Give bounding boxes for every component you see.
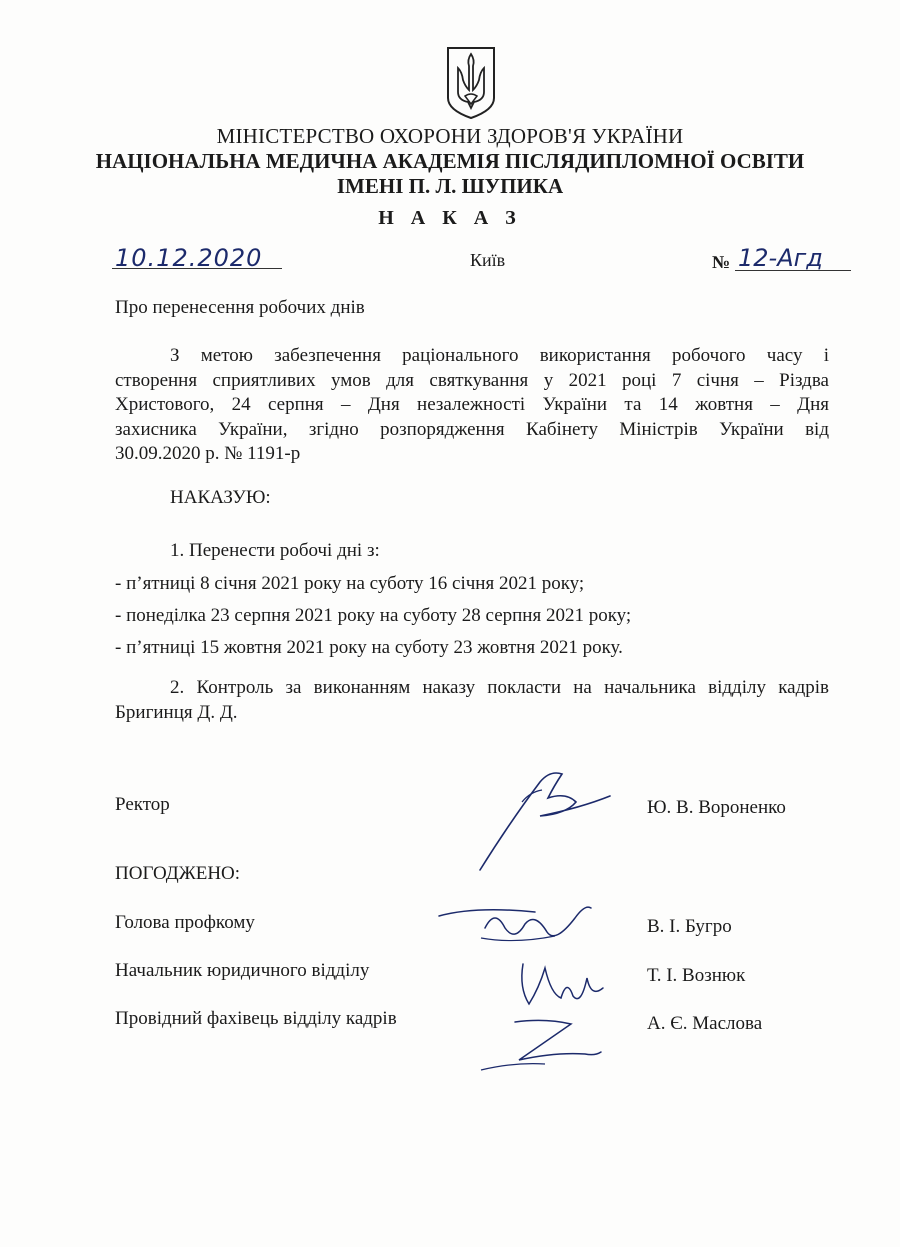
date-underline [112, 268, 282, 269]
transfer-item: - понеділка 23 серпня 2021 року на суботу 28 серпня 2021 року; [115, 605, 632, 626]
item-2-line: Бригинця Д. Д. [115, 701, 238, 723]
item-1: 1. Перенести робочі дні з: [170, 540, 380, 561]
order-subject: Про перенесення робочих днів [115, 297, 365, 318]
preamble-paragraph [115, 344, 829, 467]
preamble-line: захисника України, згідно розпорядження Кабінету Міністрів України від [115, 418, 829, 440]
academy-heading: НАЦІОНАЛЬНА МЕДИЧНА АКАДЕМІЯ ПІСЛЯДИПЛОМНОЇ ОСВІТИ [95, 149, 805, 173]
ministry-heading: МІНІСТЕРСТВО ОХОРОНИ ЗДОРОВ'Я УКРАЇНИ [216, 124, 684, 148]
rector-name: Ю. В. Вороненко [647, 797, 786, 818]
number-underline [735, 270, 851, 271]
approver-signature [475, 1012, 610, 1077]
preamble-line: 30.09.2020 р. № 1191-р [115, 443, 301, 464]
academy-name-heading: ІМЕНІ П. Л. ШУПИКА [336, 174, 564, 198]
item-2-paragraph [115, 676, 829, 725]
approver-role: Провідний фахівець відділу кадрів [115, 1008, 397, 1029]
preamble-line: створення сприятливих умов для святкування у 2021 році 7 січня – Різдва [115, 369, 829, 391]
preamble-line: З метою забезпечення раціонального використання робочого часу і [170, 345, 829, 366]
document-type-heading: Н А К А З [378, 207, 522, 229]
rector-signature [470, 762, 620, 877]
approver-role: Начальник юридичного відділу [115, 960, 370, 981]
transfer-item: - п’ятниці 8 січня 2021 року на суботу 16 січня 2021 року; [115, 573, 585, 594]
approver-name: А. Є. Маслова [647, 1013, 763, 1034]
preamble-line: Христового, 24 серпня – Дня незалежності України та 14 жовтня – Дня [115, 394, 829, 415]
order-number-label: № [712, 252, 731, 272]
rector-label: Ректор [115, 794, 170, 815]
agreed-label: ПОГОДЖЕНО: [115, 863, 241, 884]
approver-name: В. І. Бугро [647, 916, 732, 937]
approver-signature [435, 898, 595, 953]
approver-name: Т. І. Вознюк [647, 965, 746, 986]
order-number: 12-Агд [738, 244, 823, 272]
coat-of-arms-icon [444, 46, 498, 120]
approver-role: Голова профкому [115, 912, 255, 933]
transfer-item: - п’ятниці 15 жовтня 2021 року на суботу 23 жовтня 2021 року. [115, 637, 623, 658]
item-2-line: 2. Контроль за виконанням наказу покласти на начальника відділу кадрів [170, 677, 829, 698]
city-label: Київ [470, 250, 506, 270]
approver-signature [515, 958, 610, 1018]
order-word: НАКАЗУЮ: [170, 487, 271, 508]
order-date: 10.12.2020 [115, 244, 263, 272]
